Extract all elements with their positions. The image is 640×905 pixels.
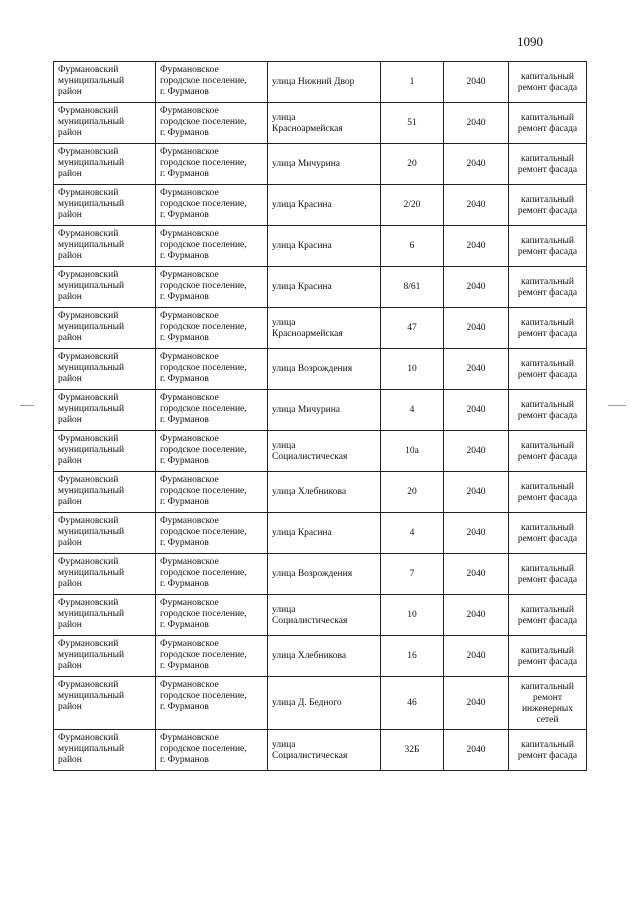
cell-district bbox=[54, 730, 156, 771]
cell-work-type-text: капитальный ремонт фасада bbox=[517, 440, 578, 462]
cell-house-number-text: 10а bbox=[405, 446, 419, 456]
cell-year bbox=[444, 636, 509, 677]
cell-year-text: 2040 bbox=[466, 405, 486, 415]
cell-district bbox=[54, 267, 156, 308]
cell-house-number bbox=[381, 144, 444, 185]
cell-house-number-text: 7 bbox=[409, 569, 415, 579]
cell-work-type bbox=[509, 431, 587, 472]
table-row bbox=[54, 349, 587, 390]
cell-street bbox=[268, 677, 381, 730]
cell-street-text: улица Мичурина bbox=[272, 405, 341, 415]
cell-work-type-text: капитальный ремонт фасада bbox=[517, 235, 578, 257]
cell-work-type-text: капитальный ремонт фасада bbox=[517, 194, 578, 216]
cell-settlement-text: Фурмановское городское поселение, г. Фурманов bbox=[160, 393, 247, 425]
cell-settlement bbox=[156, 267, 268, 308]
cell-work-type bbox=[509, 185, 587, 226]
cell-street bbox=[268, 144, 381, 185]
cell-year bbox=[444, 103, 509, 144]
cell-year bbox=[444, 185, 509, 226]
cell-work-type-text: капитальный ремонт фасада bbox=[517, 153, 578, 175]
cell-settlement bbox=[156, 226, 268, 267]
cell-work-type-text: капитальный ремонт фасада bbox=[517, 645, 578, 667]
cell-year-text: 2040 bbox=[466, 651, 486, 661]
cell-street-text: улица Нижний Двор bbox=[272, 77, 355, 87]
cell-house-number-text: 8/61 bbox=[403, 282, 421, 292]
cell-work-type-text: капитальный ремонт фасада bbox=[517, 276, 578, 298]
cell-work-type-text: капитальный ремонт фасада bbox=[517, 112, 578, 134]
cell-district-text: Фурмановский муниципальный район bbox=[58, 147, 125, 179]
cell-district bbox=[54, 554, 156, 595]
table-row bbox=[54, 103, 587, 144]
cell-year bbox=[444, 513, 509, 554]
cell-settlement-text: Фурмановское городское поселение, г. Фурманов bbox=[160, 557, 247, 589]
cell-house-number-text: 51 bbox=[407, 118, 417, 128]
cell-work-type bbox=[509, 390, 587, 431]
cell-work-type bbox=[509, 513, 587, 554]
cell-settlement bbox=[156, 390, 268, 431]
cell-district bbox=[54, 513, 156, 554]
cell-house-number-text: 32Б bbox=[404, 745, 420, 755]
cell-settlement-text: Фурмановское городское поселение, г. Фурманов bbox=[160, 311, 247, 343]
cell-work-type bbox=[509, 103, 587, 144]
cell-work-type bbox=[509, 308, 587, 349]
cell-settlement-text: Фурмановское городское поселение, г. Фурманов bbox=[160, 270, 247, 302]
cell-work-type bbox=[509, 730, 587, 771]
cell-house-number-text: 10 bbox=[407, 610, 417, 620]
table-row bbox=[54, 185, 587, 226]
repair-registry-table bbox=[53, 61, 587, 771]
cell-street-text: улица Красина bbox=[272, 282, 332, 292]
cell-house-number-text: 46 bbox=[407, 698, 417, 708]
cell-settlement bbox=[156, 472, 268, 513]
cell-settlement bbox=[156, 513, 268, 554]
cell-street-text: улица Социалистическая bbox=[272, 604, 348, 626]
cell-street-text: улица Социалистическая bbox=[272, 739, 348, 761]
cell-house-number-text: 10 bbox=[407, 364, 417, 374]
cell-work-type-text: капитальный ремонт фасада bbox=[517, 604, 578, 626]
cell-work-type-text: капитальный ремонт фасада bbox=[517, 358, 578, 380]
cell-district-text: Фурмановский муниципальный район bbox=[58, 65, 125, 97]
cell-house-number bbox=[381, 185, 444, 226]
cell-district bbox=[54, 636, 156, 677]
cell-district-text: Фурмановский муниципальный район bbox=[58, 680, 125, 712]
cell-house-number bbox=[381, 554, 444, 595]
cell-year bbox=[444, 595, 509, 636]
table-row bbox=[54, 513, 587, 554]
cell-year-text: 2040 bbox=[466, 159, 486, 169]
cell-work-type bbox=[509, 349, 587, 390]
cell-work-type bbox=[509, 472, 587, 513]
cell-work-type bbox=[509, 554, 587, 595]
cell-district-text: Фурмановский муниципальный район bbox=[58, 733, 125, 765]
cell-street bbox=[268, 595, 381, 636]
cell-settlement bbox=[156, 185, 268, 226]
cell-street bbox=[268, 226, 381, 267]
cell-settlement-text: Фурмановское городское поселение, г. Фурманов bbox=[160, 434, 247, 466]
cell-year bbox=[444, 144, 509, 185]
table-row bbox=[54, 390, 587, 431]
cell-year-text: 2040 bbox=[466, 364, 486, 374]
table-row bbox=[54, 730, 587, 771]
cell-house-number bbox=[381, 103, 444, 144]
cell-district-text: Фурмановский муниципальный район bbox=[58, 475, 125, 507]
cell-house-number bbox=[381, 349, 444, 390]
cell-street bbox=[268, 267, 381, 308]
cell-street-text: улица Красина bbox=[272, 528, 332, 538]
cell-settlement bbox=[156, 595, 268, 636]
cell-house-number bbox=[381, 62, 444, 103]
cell-district-text: Фурмановский муниципальный район bbox=[58, 557, 125, 589]
cell-year bbox=[444, 267, 509, 308]
cell-year-text: 2040 bbox=[466, 698, 486, 708]
cell-work-type-text: капитальный ремонт фасада bbox=[517, 71, 578, 93]
cell-house-number-text: 2/20 bbox=[403, 200, 421, 210]
cell-street bbox=[268, 730, 381, 771]
cell-house-number-text: 20 bbox=[407, 159, 417, 169]
cell-district bbox=[54, 144, 156, 185]
scan-mark-right bbox=[608, 405, 626, 406]
cell-year bbox=[444, 62, 509, 103]
page-number: 1090 bbox=[517, 34, 543, 49]
table-row bbox=[54, 62, 587, 103]
table-row bbox=[54, 472, 587, 513]
cell-district bbox=[54, 62, 156, 103]
cell-street bbox=[268, 185, 381, 226]
cell-house-number-text: 47 bbox=[407, 323, 417, 333]
cell-district-text: Фурмановский муниципальный район bbox=[58, 516, 125, 548]
cell-settlement bbox=[156, 431, 268, 472]
cell-work-type-text: капитальный ремонт фасада bbox=[517, 563, 578, 585]
cell-district-text: Фурмановский муниципальный район bbox=[58, 434, 125, 466]
cell-house-number-text: 16 bbox=[407, 651, 417, 661]
cell-work-type-text: капитальный ремонт фасада bbox=[517, 481, 578, 503]
cell-settlement bbox=[156, 103, 268, 144]
cell-settlement bbox=[156, 554, 268, 595]
cell-district-text: Фурмановский муниципальный район bbox=[58, 639, 125, 671]
cell-house-number-text: 20 bbox=[407, 487, 417, 497]
table-row bbox=[54, 144, 587, 185]
cell-settlement bbox=[156, 349, 268, 390]
table-row bbox=[54, 636, 587, 677]
cell-house-number-text: 1 bbox=[409, 77, 415, 87]
cell-settlement bbox=[156, 677, 268, 730]
cell-year-text: 2040 bbox=[466, 569, 486, 579]
cell-district bbox=[54, 431, 156, 472]
cell-house-number bbox=[381, 226, 444, 267]
cell-street-text: улица Красноармейская bbox=[272, 112, 343, 134]
cell-district-text: Фурмановский муниципальный район bbox=[58, 393, 125, 425]
cell-settlement-text: Фурмановское городское поселение, г. Фурманов bbox=[160, 229, 247, 261]
cell-street bbox=[268, 390, 381, 431]
cell-house-number bbox=[381, 636, 444, 677]
cell-street-text: улица Возрождения bbox=[272, 364, 353, 374]
cell-settlement-text: Фурмановское городское поселение, г. Фурманов bbox=[160, 639, 247, 671]
cell-district-text: Фурмановский муниципальный район bbox=[58, 311, 125, 343]
cell-street bbox=[268, 431, 381, 472]
cell-street-text: улица Красноармейская bbox=[272, 317, 343, 339]
cell-year-text: 2040 bbox=[466, 200, 486, 210]
cell-street bbox=[268, 349, 381, 390]
cell-work-type bbox=[509, 267, 587, 308]
cell-street bbox=[268, 308, 381, 349]
cell-street-text: улица Красина bbox=[272, 241, 332, 251]
cell-district bbox=[54, 595, 156, 636]
cell-year-text: 2040 bbox=[466, 77, 486, 87]
cell-work-type bbox=[509, 62, 587, 103]
cell-work-type-text: капитальный ремонт фасада bbox=[517, 522, 578, 544]
cell-district bbox=[54, 472, 156, 513]
cell-street-text: улица Д. Бедного bbox=[272, 698, 342, 708]
cell-house-number bbox=[381, 513, 444, 554]
cell-settlement-text: Фурмановское городское поселение, г. Фурманов bbox=[160, 188, 247, 220]
cell-settlement bbox=[156, 730, 268, 771]
cell-street-text: улица Возрождения bbox=[272, 569, 353, 579]
cell-work-type-text: капитальный ремонт фасада bbox=[517, 739, 578, 761]
cell-year bbox=[444, 554, 509, 595]
cell-year bbox=[444, 677, 509, 730]
cell-year-text: 2040 bbox=[466, 487, 486, 497]
cell-work-type-text: капитальный ремонт инженерных сетей bbox=[521, 681, 574, 725]
cell-settlement bbox=[156, 308, 268, 349]
cell-street bbox=[268, 103, 381, 144]
table-row bbox=[54, 267, 587, 308]
cell-street bbox=[268, 636, 381, 677]
cell-street-text: улица Мичурина bbox=[272, 159, 341, 169]
cell-house-number-text: 4 bbox=[409, 528, 415, 538]
cell-district-text: Фурмановский муниципальный район bbox=[58, 352, 125, 384]
cell-house-number bbox=[381, 472, 444, 513]
cell-work-type bbox=[509, 677, 587, 730]
cell-district bbox=[54, 226, 156, 267]
cell-settlement-text: Фурмановское городское поселение, г. Фурманов bbox=[160, 598, 247, 630]
cell-year bbox=[444, 431, 509, 472]
cell-district-text: Фурмановский муниципальный район bbox=[58, 188, 125, 220]
cell-settlement-text: Фурмановское городское поселение, г. Фурманов bbox=[160, 65, 247, 97]
table-row bbox=[54, 226, 587, 267]
cell-year-text: 2040 bbox=[466, 241, 486, 251]
cell-year bbox=[444, 472, 509, 513]
cell-settlement bbox=[156, 144, 268, 185]
cell-year-text: 2040 bbox=[466, 610, 486, 620]
cell-year bbox=[444, 226, 509, 267]
cell-street bbox=[268, 472, 381, 513]
table-row bbox=[54, 677, 587, 730]
table-row bbox=[54, 595, 587, 636]
cell-street-text: улица Хлебникова bbox=[272, 651, 347, 661]
cell-settlement-text: Фурмановское городское поселение, г. Фурманов bbox=[160, 733, 247, 765]
cell-street bbox=[268, 62, 381, 103]
cell-house-number-text: 6 bbox=[409, 241, 415, 251]
cell-house-number-text: 4 bbox=[409, 405, 415, 415]
cell-district-text: Фурмановский муниципальный район bbox=[58, 229, 125, 261]
cell-street-text: улица Социалистическая bbox=[272, 440, 348, 462]
cell-district bbox=[54, 677, 156, 730]
cell-work-type bbox=[509, 144, 587, 185]
cell-settlement-text: Фурмановское городское поселение, г. Фурманов bbox=[160, 516, 247, 548]
table-row bbox=[54, 308, 587, 349]
cell-settlement-text: Фурмановское городское поселение, г. Фурманов bbox=[160, 106, 247, 138]
cell-district-text: Фурмановский муниципальный район bbox=[58, 270, 125, 302]
cell-house-number bbox=[381, 431, 444, 472]
cell-year-text: 2040 bbox=[466, 446, 486, 456]
cell-settlement-text: Фурмановское городское поселение, г. Фурманов bbox=[160, 475, 247, 507]
cell-work-type bbox=[509, 226, 587, 267]
cell-year-text: 2040 bbox=[466, 118, 486, 128]
cell-district-text: Фурмановский муниципальный район bbox=[58, 598, 125, 630]
cell-house-number bbox=[381, 595, 444, 636]
cell-work-type bbox=[509, 595, 587, 636]
cell-settlement-text: Фурмановское городское поселение, г. Фурманов bbox=[160, 680, 247, 712]
cell-year bbox=[444, 349, 509, 390]
cell-house-number bbox=[381, 267, 444, 308]
cell-work-type-text: капитальный ремонт фасада bbox=[517, 399, 578, 421]
cell-work-type bbox=[509, 636, 587, 677]
cell-district bbox=[54, 390, 156, 431]
cell-district-text: Фурмановский муниципальный район bbox=[58, 106, 125, 138]
cell-year bbox=[444, 308, 509, 349]
cell-work-type-text: капитальный ремонт фасада bbox=[517, 317, 578, 339]
cell-street-text: улица Красина bbox=[272, 200, 332, 210]
cell-settlement-text: Фурмановское городское поселение, г. Фурманов bbox=[160, 147, 247, 179]
cell-house-number bbox=[381, 730, 444, 771]
cell-district bbox=[54, 103, 156, 144]
cell-year bbox=[444, 730, 509, 771]
cell-street bbox=[268, 554, 381, 595]
table-body bbox=[54, 62, 587, 771]
cell-year-text: 2040 bbox=[466, 528, 486, 538]
table-row bbox=[54, 431, 587, 472]
cell-year-text: 2040 bbox=[466, 282, 486, 292]
cell-district bbox=[54, 308, 156, 349]
scan-mark-left bbox=[20, 405, 34, 406]
cell-district bbox=[54, 349, 156, 390]
cell-settlement-text: Фурмановское городское поселение, г. Фурманов bbox=[160, 352, 247, 384]
cell-settlement bbox=[156, 62, 268, 103]
cell-house-number bbox=[381, 390, 444, 431]
cell-street bbox=[268, 513, 381, 554]
table-row bbox=[54, 554, 587, 595]
cell-settlement bbox=[156, 636, 268, 677]
cell-year-text: 2040 bbox=[466, 323, 486, 333]
cell-year-text: 2040 bbox=[466, 745, 486, 755]
cell-street-text: улица Хлебникова bbox=[272, 487, 347, 497]
cell-house-number bbox=[381, 308, 444, 349]
cell-year bbox=[444, 390, 509, 431]
cell-district bbox=[54, 185, 156, 226]
cell-house-number bbox=[381, 677, 444, 730]
